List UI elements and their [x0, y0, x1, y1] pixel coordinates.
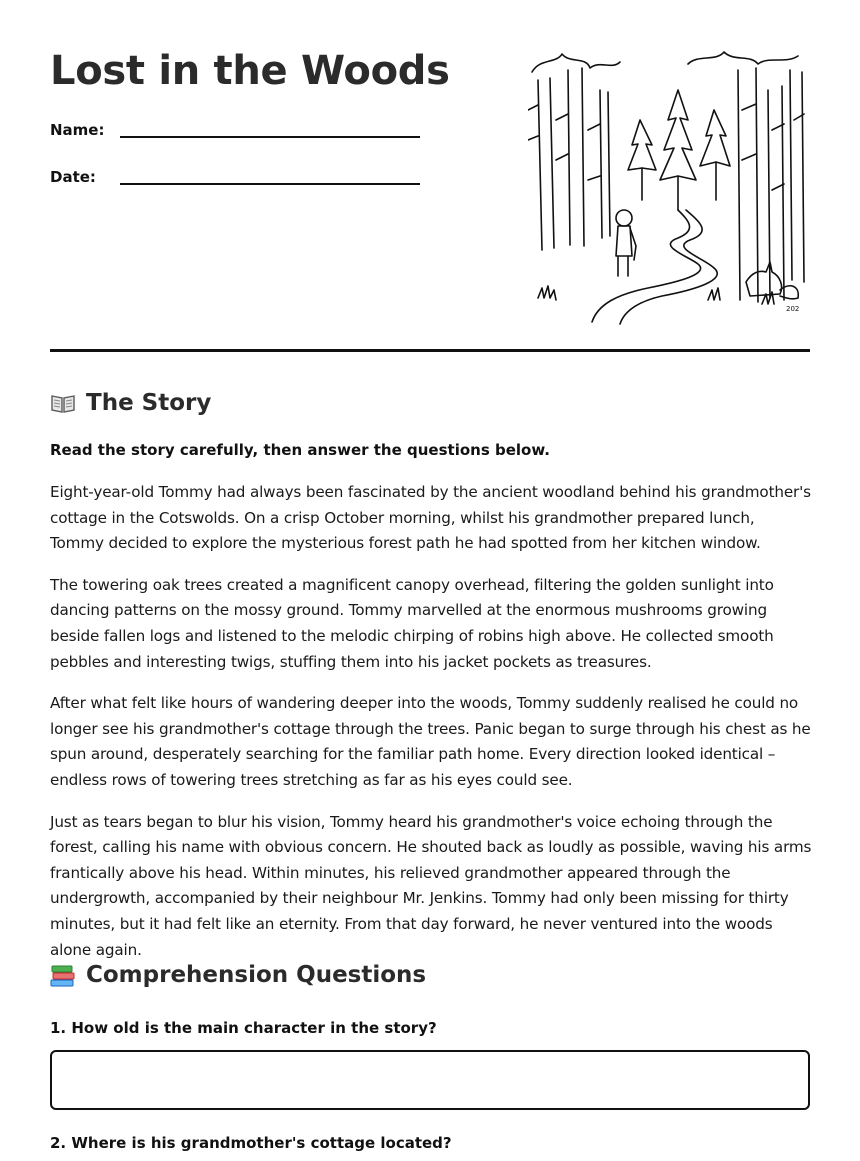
name-input-line[interactable] — [120, 136, 420, 138]
books-stack-icon — [50, 963, 76, 987]
date-input-line[interactable] — [120, 183, 420, 185]
story-heading-text: The Story — [86, 390, 212, 416]
date-label: Date: — [50, 168, 96, 186]
worksheet-title: Lost in the Woods — [50, 48, 450, 94]
illustration-signature: 202 — [786, 305, 800, 313]
open-book-icon — [50, 391, 76, 415]
question-1: 1. How old is the main character in the story? — [50, 1019, 437, 1037]
date-field — [50, 168, 420, 198]
story-paragraph: The towering oak trees created a magnificent canopy overhead, filtering the golden sunlight into dancing patterns on the mossy ground. Tommy marvelled at the enormous mushrooms growing beside fallen logs and listened to the melodic chirping of robins high above. He collected smooth pebbles and interesting twigs, stuffing them into his jacket pockets as treasures. — [50, 575, 774, 671]
forest-illustration — [528, 50, 810, 328]
questions-heading-text: Comprehension Questions — [86, 962, 427, 988]
questions-heading — [50, 962, 426, 988]
story-text — [50, 480, 812, 979]
story-paragraph: After what felt like hours of wandering deeper into the woods, Tommy suddenly realised he could no longer see his grandmother's cottage through the trees. Panic began to surge through his chest as he spun around, desperately searching for the familiar path home. Every direction looked identical – endless rows of towering trees stretching as far as his eyes could see. — [50, 694, 811, 789]
story-paragraph: Just as tears began to blur his vision, Tommy heard his grandmother's voice echoing through the forest, calling his name with obvious concern. He shouted back as loudly as possible, waving his arms frantically above his head. Within minutes, his relieved grandmother appeared through the undergrowth, accompanied by their neighbour Mr. Jenkins. Tommy had only been missing for thirty minutes, but it had felt like an eternity. From that day forward, he never ventured into the woods alone again. — [50, 812, 812, 959]
story-paragraph: Eight-year-old Tommy had always been fascinated by the ancient woodland behind his grandmother's cottage in the Cotswolds. On a crisp October morning, whilst his grandmother prepared lunch, Tommy decided to explore the mysterious forest path he had spotted from her kitchen window. — [50, 483, 811, 553]
header-divider — [50, 349, 810, 352]
story-heading — [50, 390, 211, 416]
answer-box-1[interactable] — [50, 1050, 810, 1110]
story-instruction: Read the story carefully, then answer the questions below. — [50, 441, 550, 459]
question-2: 2. Where is his grandmother's cottage located? — [50, 1134, 452, 1152]
name-field — [50, 121, 420, 151]
name-label: Name: — [50, 121, 105, 139]
